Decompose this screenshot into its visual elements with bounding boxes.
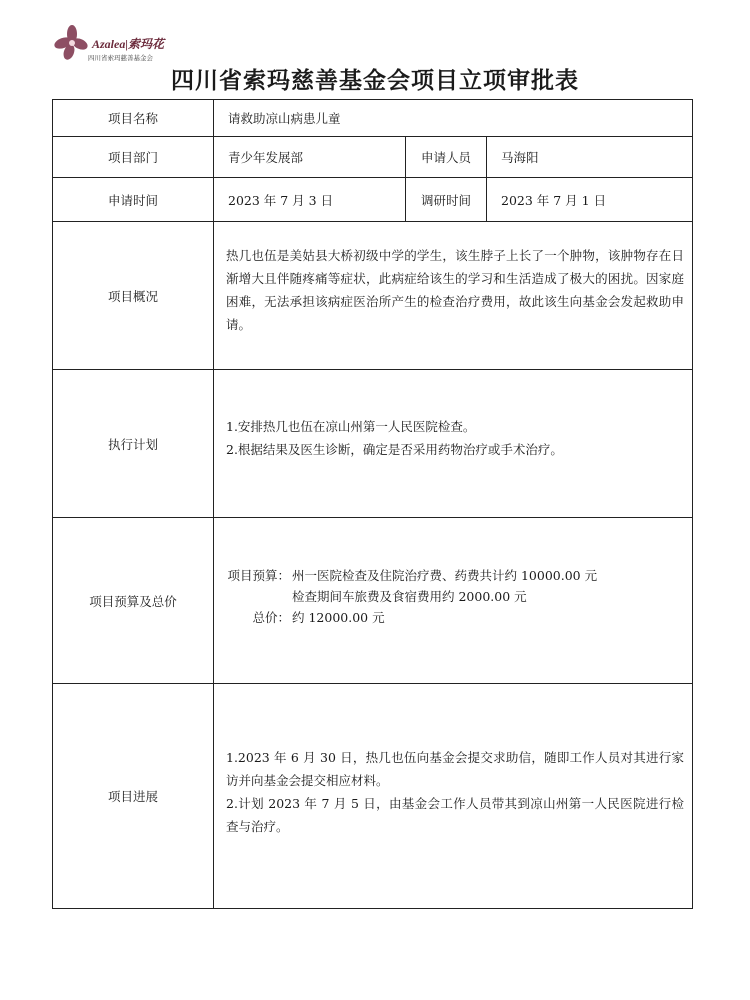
project-name-label: 项目名称 [53, 100, 214, 137]
survey-time-value: 2023 年 7 月 1 日 [487, 178, 693, 222]
applicant-value: 马海阳 [487, 137, 693, 178]
row-dates [53, 178, 693, 222]
foundation-logo [52, 23, 182, 63]
row-progress [53, 684, 693, 909]
survey-time-label: 调研时间 [406, 178, 487, 222]
progress-label: 项目进展 [53, 684, 214, 909]
logo-subtitle: 四川省索玛慈善基金会 [88, 54, 153, 62]
apply-time-label: 申请时间 [53, 178, 214, 222]
plan-item: 2.根据结果及医生诊断，确定是否采用药物治疗或手术治疗。 [226, 441, 563, 457]
budget-line: 检查期间车旅费及食宿费用约 2000.00 元 [292, 589, 527, 604]
row-budget [53, 518, 693, 684]
total-key: 总价： [252, 610, 290, 625]
progress-item: 1.2023 年 6 月 30 日，热几也伍向基金会提交求助信，随即工作人员对其进行家访并向基金会提交相应材料。 [226, 750, 685, 788]
project-name-value: 请救助凉山病患儿童 [214, 100, 693, 137]
total-value: 约 12000.00 元 [292, 610, 385, 625]
azalea-flower-icon [52, 23, 92, 63]
applicant-label: 申请人员 [406, 137, 487, 178]
row-project-name [53, 100, 693, 137]
project-dept-label: 项目部门 [53, 137, 214, 178]
row-overview [53, 222, 693, 370]
logo-brand-text: Azalea|索玛花 [92, 37, 164, 51]
budget-cell [214, 518, 693, 684]
budget-label: 项目预算及总价 [53, 518, 214, 684]
page-title: 四川省索玛慈善基金会项目立项审批表 [171, 68, 579, 94]
row-project-dept [53, 137, 693, 178]
plan-label: 执行计划 [53, 370, 214, 518]
progress-cell [214, 684, 693, 909]
approval-table [52, 99, 693, 909]
overview-cell [214, 222, 693, 370]
overview-label: 项目概况 [53, 222, 214, 370]
progress-item: 2.计划 2023 年 7 月 5 日，由基金会工作人员带其到凉山州第一人民医院进行检查与治疗。 [226, 796, 685, 834]
row-plan [53, 370, 693, 518]
project-dept-value: 青少年发展部 [214, 137, 406, 178]
overview-text: 热几也伍是美姑县大桥初级中学的学生，该生脖子上长了一个肿物，该肿物存在日渐增大且伴随疼痛等症状，此病症给该生的学习和生活造成了极大的困扰。因家庭困难，无法承担该病症医治所产生的检查治疗费用，故此该生向基金会发起救助申请。 [226, 248, 685, 332]
budget-line: 州一医院检查及住院治疗费、药费共计约 10000.00 元 [292, 568, 598, 583]
plan-item: 1.安排热几也伍在凉山州第一人民医院检查。 [226, 418, 476, 434]
apply-time-value: 2023 年 7 月 3 日 [214, 178, 406, 222]
plan-cell [214, 370, 693, 518]
budget-key: 项目预算： [227, 568, 290, 583]
